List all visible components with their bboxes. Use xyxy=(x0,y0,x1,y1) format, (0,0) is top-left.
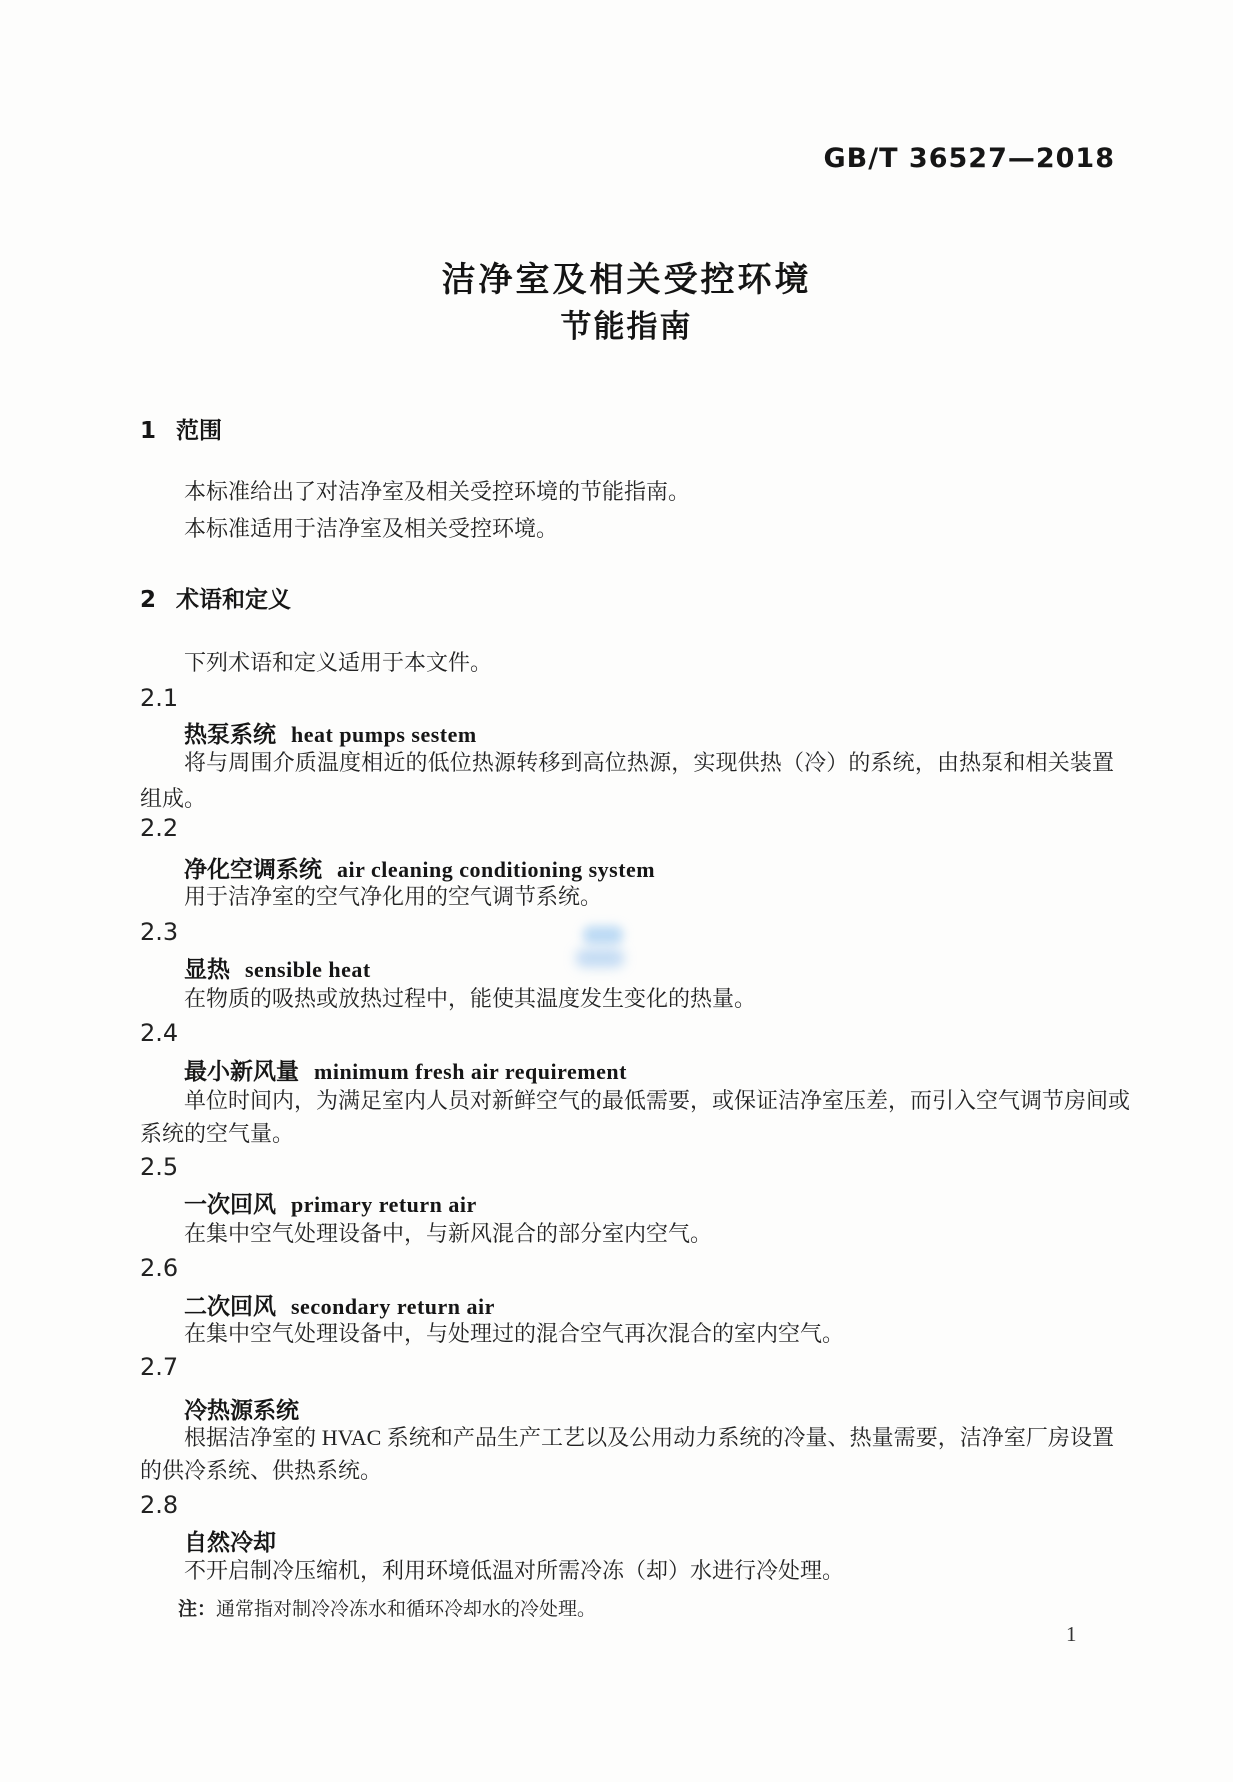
term-2-5-definition-line1: 在集中空气处理设备中，与新风混合的部分室内空气。 xyxy=(184,1221,713,1246)
term-2-8-number: 2.8 xyxy=(140,1491,179,1519)
term-2-4-number: 2.4 xyxy=(140,1019,179,1047)
term-2-3-en: sensible heat xyxy=(245,957,371,982)
term-2-8-title xyxy=(184,1524,276,1557)
section-1-paragraph-2: 本标准适用于洁净室及相关受控环境。 xyxy=(184,516,559,541)
term-2-4-en: minimum fresh air requirement xyxy=(314,1059,627,1084)
term-2-1-zh: 热泵系统 xyxy=(184,722,276,748)
document-title-line1: 洁净室及相关受控环境 xyxy=(441,260,812,300)
term-2-2-title xyxy=(184,851,655,884)
note-label: 注： xyxy=(178,1598,217,1620)
term-2-8-note xyxy=(178,1594,596,1621)
term-2-5-number: 2.5 xyxy=(140,1153,179,1181)
standard-code: GB/T 36527—2018 xyxy=(823,143,1115,174)
document-title-line2: 节能指南 xyxy=(560,309,693,345)
term-2-1-definition-line2: 组成。 xyxy=(140,786,207,811)
term-2-4-definition-line1: 单位时间内，为满足室内人员对新鲜空气的最低需要，或保证洁净室压差，而引入空气调节房间或 xyxy=(184,1088,1131,1113)
term-2-7-zh: 冷热源系统 xyxy=(184,1398,299,1424)
term-2-3-title xyxy=(184,951,371,984)
term-2-3-zh: 显热 xyxy=(184,957,230,983)
section-1-paragraph-1: 本标准给出了对洁净室及相关受控环境的节能指南。 xyxy=(184,479,691,504)
term-2-5-zh: 一次回风 xyxy=(184,1192,276,1218)
section-1-title: 范围 xyxy=(176,418,222,444)
term-2-8-definition-line1: 不开启制冷压缩机，利用环境低温对所需冷冻（却）水进行冷处理。 xyxy=(184,1558,845,1583)
section-1-heading xyxy=(140,412,222,445)
section-2-title: 术语和定义 xyxy=(176,587,291,613)
term-2-2-number: 2.2 xyxy=(140,814,179,842)
term-2-1-en: heat pumps sestem xyxy=(291,722,477,747)
term-2-1-number: 2.1 xyxy=(140,684,179,712)
term-2-6-en: secondary return air xyxy=(291,1294,495,1319)
term-2-1-title xyxy=(184,716,477,749)
term-2-5-en: primary return air xyxy=(291,1192,477,1217)
term-2-6-title xyxy=(184,1288,495,1321)
term-2-2-en: air cleaning conditioning system xyxy=(337,857,656,882)
scan-artifact-smudge xyxy=(583,926,623,944)
term-2-2-definition-line1: 用于洁净室的空气净化用的空气调节系统。 xyxy=(184,884,603,909)
page-number: 1 xyxy=(1066,1622,1077,1646)
term-2-7-definition-line2: 的供冷系统、供热系统。 xyxy=(140,1458,383,1483)
section-2-intro: 下列术语和定义适用于本文件。 xyxy=(184,650,493,675)
term-2-4-zh: 最小新风量 xyxy=(184,1059,299,1085)
term-2-4-definition-line2: 系统的空气量。 xyxy=(140,1121,295,1146)
term-2-1-definition-line1: 将与周围介质温度相近的低位热源转移到高位热源，实现供热（冷）的系统，由热泵和相关装置 xyxy=(184,750,1114,775)
section-2-heading xyxy=(140,581,291,614)
term-2-5-title xyxy=(184,1186,477,1219)
term-2-6-zh: 二次回风 xyxy=(184,1294,276,1320)
term-2-6-definition-line1: 在集中空气处理设备中，与处理过的混合空气再次混合的室内空气。 xyxy=(184,1321,845,1346)
term-2-4-title xyxy=(184,1053,627,1086)
term-2-6-number: 2.6 xyxy=(140,1254,179,1282)
term-2-3-number: 2.3 xyxy=(140,918,179,946)
term-2-2-zh: 净化空调系统 xyxy=(184,857,322,883)
term-2-7-definition-line1: 根据洁净室的 HVAC 系统和产品生产工艺以及公用动力系统的冷量、热量需要，洁净室厂房设置 xyxy=(184,1425,1114,1450)
scan-artifact-smudge xyxy=(576,949,624,967)
section-1-number: 1 xyxy=(140,418,157,444)
section-2-number: 2 xyxy=(140,587,157,613)
term-2-7-title xyxy=(184,1392,299,1425)
note-text: 通常指对制冷冷冻水和循环冷却水的冷处理。 xyxy=(216,1599,597,1620)
term-2-3-definition-line1: 在物质的吸热或放热过程中，能使其温度发生变化的热量。 xyxy=(184,986,757,1011)
term-2-8-zh: 自然冷却 xyxy=(184,1530,276,1556)
term-2-7-number: 2.7 xyxy=(140,1353,179,1381)
